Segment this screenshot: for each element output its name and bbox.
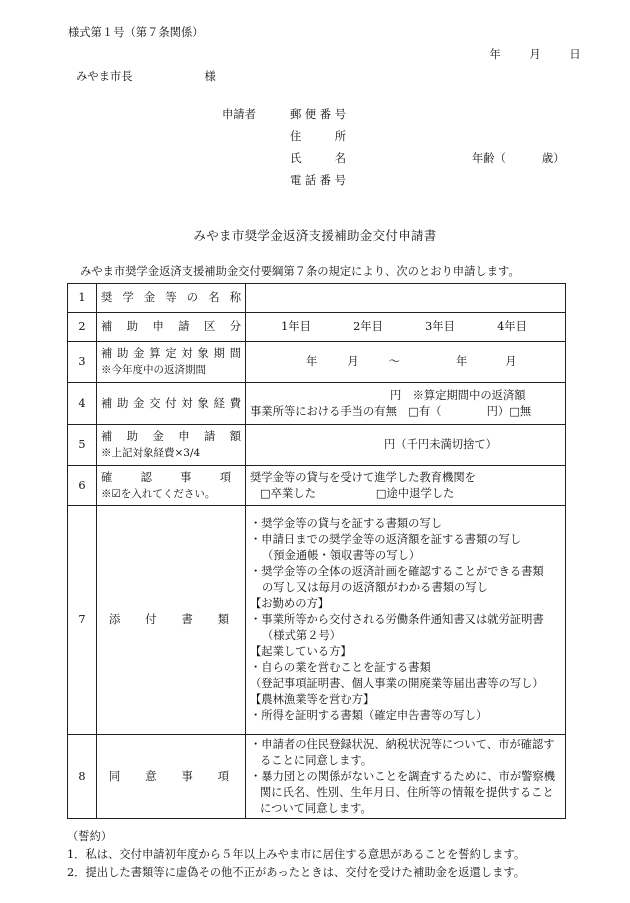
period-start-year: 年 [306,355,318,368]
period-end-year: 年 [455,355,468,368]
applicant-label: 申請者 [222,108,256,121]
application-amount-field[interactable] [246,425,566,466]
year-option-1[interactable]: 1年目 [281,320,311,333]
addressee-name: みやま市長 [76,70,133,83]
row-label-confirmation: 確認事項 [101,470,231,484]
row-label-eligible-expense: 補助金交付対象経費 [101,396,241,410]
application-amount-unit: 円（千円未満切捨て） [384,438,497,451]
list-item: ・自らの業を営むことを証する書類 [250,661,431,674]
row-label-attachments: 添付書類 [109,613,229,626]
table-row [68,284,566,313]
attachments-list-cell [246,506,566,735]
form-number: 様式第１号（第７条関係） [68,26,204,39]
year-option-3[interactable]: 3年目 [425,320,455,333]
withdrew-checkbox[interactable]: □途中退学した [375,486,455,500]
row-label-application-category: 補助申請区分 [101,320,241,333]
row-number: 1 [68,284,97,313]
confirmation-field [246,466,566,506]
consent-cell [246,735,566,819]
list-heading: 【お勤めの方】 [250,597,330,610]
table-row [68,466,566,506]
table-row [68,506,566,735]
attachments-list [250,516,561,724]
allowance-line: 事業所等における手当の有無 □有（ 円）□無 [250,404,532,418]
calculation-period-field[interactable] [246,342,566,383]
application-form-table [67,283,566,819]
oath-item-2: 2．提出した書類等に虚偽その他不正があったときは、交付を受けた補助金を返還します。 [67,866,526,879]
row-number: 8 [68,735,97,819]
table-row [68,425,566,466]
list-item: ・申請日までの奨学金等の返済額を証する書類の写し [250,533,522,546]
row-note-application-amount: ※上記対象経費×3/4 [101,447,201,459]
list-item: ・所得を証明する書類（確定申告書等の写し） [250,709,488,722]
list-item: （預金通帳・領収書等の写し） [262,549,421,562]
addressee [76,68,216,84]
row-label-consent: 同意事項 [109,769,229,783]
document-title: みやま市奨学金返済支援補助金交付申請書 [193,228,437,243]
row-number: 6 [68,466,97,506]
year-option-2[interactable]: 2年目 [353,320,383,333]
scholarship-name-field[interactable] [246,284,566,313]
phone-label: 電話番号 [290,174,346,187]
table-row [68,383,566,425]
oath-item-1: 1．私は、交付申請初年度から５年以上みやま市に居住する意思があることを誓約します。 [67,848,526,861]
age-field [472,148,565,170]
year-option-4[interactable]: 4年目 [497,320,527,333]
age-unit: 歳） [541,152,565,165]
oath-section [67,828,525,882]
list-item: ・奨学金等の貸与を証する書類の写し [250,517,443,530]
period-start-month: 月 [347,355,359,368]
date-month-unit: 月 [529,48,541,61]
date-day-unit: 日 [569,48,581,61]
list-item: の写し又は毎月の返済額がわかる書類の写し [262,581,488,594]
applicant-block [222,104,565,192]
list-heading: 【起業している方】 [250,645,352,658]
intro-text: みやま市奨学金返済支援補助金交付要綱第７条の規定により、次のとおり申請します。 [80,265,520,278]
age-label: 年齢（ [472,152,506,165]
row-number: 7 [68,506,97,735]
period-tilde: 〜 [388,355,400,368]
addressee-honorific: 様 [204,70,216,83]
list-item: （登記事項証明書、個人事業の開廃業等届出書等の写し） [250,677,544,690]
list-item: ・事業所等から交付される労働条件通知書又は就労証明書 [250,613,544,626]
application-year-options[interactable] [246,313,566,342]
row-label-scholarship-name: 奨学金等の名称 [101,291,241,304]
repayment-amount-line: 円 ※算定期間中の返済額 [390,388,526,402]
postal-code-label: 郵便番号 [290,108,346,121]
date-line [480,46,590,62]
oath-title: （誓約） [67,830,113,843]
graduated-checkbox[interactable]: □卒業した [260,486,316,500]
period-end-month: 月 [505,355,517,368]
list-heading: 【農林漁業等を営む方】 [250,693,375,706]
table-row [68,313,566,342]
row-number: 2 [68,313,97,342]
row-label-application-amount: 補助金申請額 [101,430,241,443]
consent-item-2: ・暴力団との関係がないことを調査するために、市が警察機関に氏名、性別、生年月日、住所等の情報を提供することについて同意します。 [250,769,556,815]
confirmation-question: 奨学金等の貸与を受けて進学した教育機関を [250,470,476,484]
date-year-unit: 年 [489,48,501,61]
row-number: 3 [68,342,97,383]
row-number: 4 [68,383,97,425]
consent-item-1: ・申請者の住民登録状況、納税状況等について、市が確認することに同意します。 [250,737,555,767]
name-label: 氏名 [290,152,346,165]
address-label: 住所 [290,130,346,143]
eligible-expense-field[interactable] [246,383,566,425]
list-item: ・奨学金等の全体の返済計画を確認することができる書類 [250,565,544,578]
row-label-calculation-period: 補助金算定対象期間 [101,347,241,360]
list-item: （様式第２号） [262,629,342,642]
row-number: 5 [68,425,97,466]
row-note-calculation-period: ※今年度中の返済期間 [101,364,206,376]
row-note-confirmation: ※☑を入れてください。 [101,487,216,500]
table-row [68,735,566,819]
table-row [68,342,566,383]
